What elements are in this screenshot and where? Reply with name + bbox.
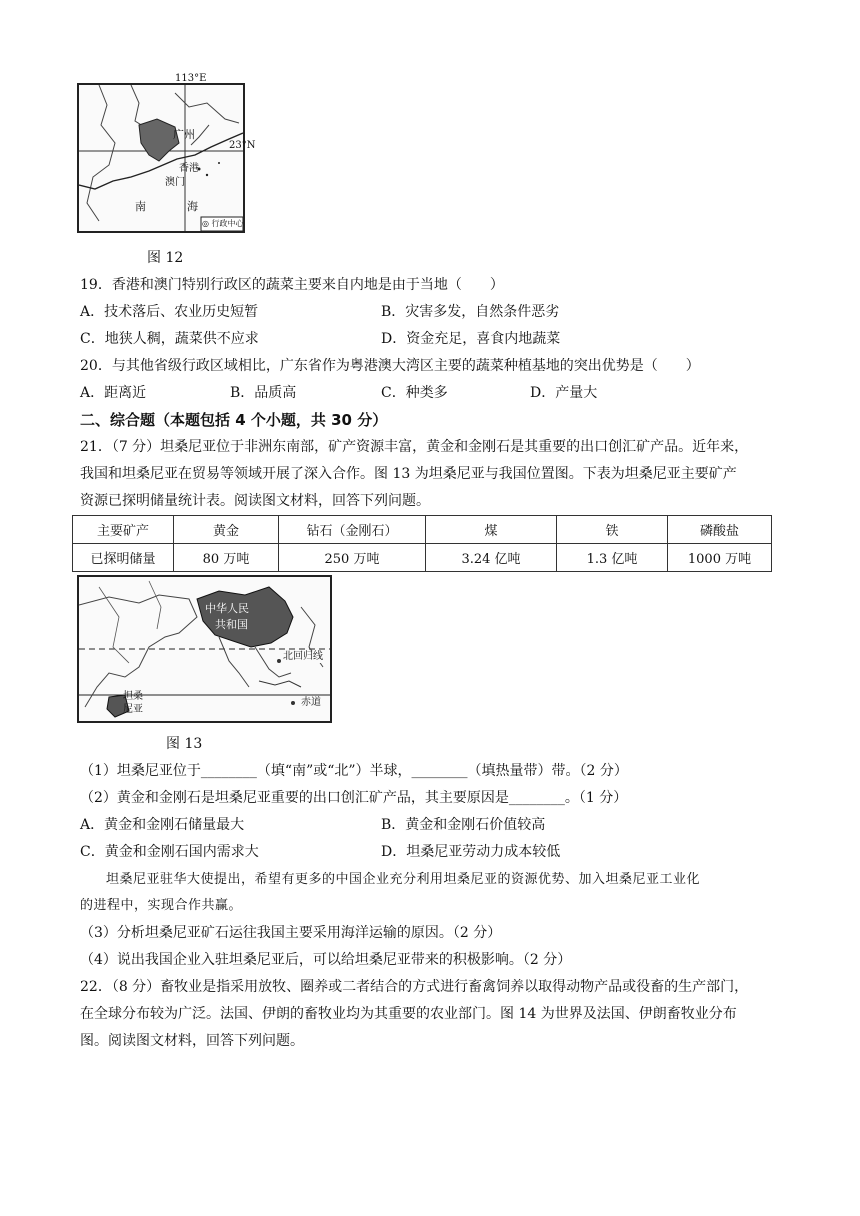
q19-stem: 19．香港和澳门特别行政区的蔬菜主要来自内地是由于当地（ ）	[80, 277, 504, 293]
table-cell: 1000 万吨	[668, 544, 772, 572]
fig12-nan-label: 南	[135, 200, 146, 213]
table-row	[73, 544, 772, 572]
fig12-macau-label: 澳门	[165, 177, 185, 188]
table-cell: 80 万吨	[174, 544, 279, 572]
table-cell: 主要矿产	[73, 516, 174, 544]
q21-sub-3: （3）分析坦桑尼亚矿石运往我国主要采用海洋运输的原因。（2 分）	[80, 925, 502, 941]
q20-option-d: D．产量大	[530, 385, 598, 401]
table-cell: 铁	[557, 516, 668, 544]
q22-intro-line-3: 图。阅读图文材料，回答下列问题。	[80, 1033, 304, 1049]
fig13-equator-label: 赤道	[301, 697, 321, 708]
figure-13-map	[77, 575, 332, 723]
q20-stem: 20．与其他省级行政区域相比，广东省作为粤港澳大湾区主要的蔬菜种植基地的突出优势是（ ）	[80, 358, 700, 374]
q22-intro-line-1: 22．（8 分）畜牧业是指采用放牧、圈养或二者结合的方式进行畜禽饲养以取得动物产品或役畜的生产部门，	[80, 979, 749, 995]
table-cell: 已探明储量	[73, 544, 174, 572]
fig13-tanzania-label-1: 坦桑	[123, 691, 143, 702]
fig12-lat-label: 23°N	[229, 140, 256, 151]
fig12-guangzhou-label: 广州	[173, 128, 195, 141]
fig13-china-label-1: 中华人民	[205, 602, 249, 615]
table-cell: 黄金	[174, 516, 279, 544]
q21-sub-2-option-b: B．黄金和金刚石价值较高	[381, 817, 546, 833]
q21-intro-line-1: 21．（7 分）坦桑尼亚位于非洲东南部，矿产资源丰富，黄金和金刚石是其重要的出口创汇矿产品。近年来，	[80, 439, 749, 455]
fig13-tropic-label: 北回归线	[283, 651, 323, 662]
q19-option-c: C．地狭人稠，蔬菜供不应求	[80, 331, 259, 347]
table-cell: 磷酸盐	[668, 516, 772, 544]
q20-option-b: B．品质高	[230, 385, 297, 401]
fig13-china-label-2: 共和国	[215, 618, 248, 631]
figure-12-map	[77, 73, 256, 233]
table-cell: 钻石（金刚石）	[279, 516, 426, 544]
q21-intro-line-3: 资源已探明储量统计表。阅读图文材料，回答下列问题。	[80, 493, 430, 509]
q21-sub-1: （1）坦桑尼亚位于________（填“南”或“北”）半球，________（填热量带）带。（2 分）	[80, 763, 628, 779]
q22-intro-line-2: 在全球分布较为广泛。法国、伊朗的畜牧业均为其重要的农业部门。图 14 为世界及法国、伊朗畜牧业分布	[80, 1006, 737, 1022]
table-cell: 煤	[426, 516, 557, 544]
q20-option-c: C．种类多	[381, 385, 448, 401]
fig12-lon-label: 113°E	[175, 73, 207, 84]
fig13-tanzania-label-2: 尼亚	[123, 704, 143, 715]
fig13-caption: 图 13	[166, 736, 203, 752]
q19-option-a: A．技术落后、农业历史短暂	[80, 304, 259, 320]
q21-intro-line-2: 我国和坦桑尼亚在贸易等领域开展了深入合作。图 13 为坦桑尼亚与我国位置图。下表为坦桑尼亚主要矿产	[80, 466, 737, 482]
table-header-row	[73, 516, 772, 544]
q21-sub-2-option-a: A．黄金和金刚石储量最大	[80, 817, 245, 833]
q21-quote-line-2: 的进程中，实现合作共赢。	[80, 898, 243, 913]
q19-option-d: D．资金充足，喜食内地蔬菜	[381, 331, 561, 347]
figure-12-map-drawing	[79, 85, 243, 231]
table-cell: 3.24 亿吨	[426, 544, 557, 572]
q21-sub-4: （4）说出我国企业入驻坦桑尼亚后，可以给坦桑尼亚带来的积极影响。（2 分）	[80, 952, 572, 968]
q19-option-b: B．灾害多发，自然条件恶劣	[381, 304, 560, 320]
q20-option-a: A．距离近	[80, 385, 147, 401]
fig12-hai-label: 海	[187, 200, 198, 213]
fig12-hongkong-label: 香港	[179, 163, 199, 174]
q21-quote-line-1: 坦桑尼亚驻华大使提出，希望有更多的中国企业充分利用坦桑尼亚的资源优势、加入坦桑尼亚工业化	[106, 872, 701, 887]
mineral-reserves-table	[72, 515, 772, 572]
figure-13-map-drawing	[79, 577, 330, 721]
q21-sub-2-option-d: D．坦桑尼亚劳动力成本较低	[381, 844, 561, 860]
table-cell: 1.3 亿吨	[557, 544, 668, 572]
fig12-caption: 图 12	[147, 250, 184, 266]
section-2-title: 二、综合题（本题包括 4 个小题，共 30 分）	[80, 411, 388, 429]
fig12-legend-label: ◎ 行政中心	[202, 219, 244, 228]
table-cell: 250 万吨	[279, 544, 426, 572]
q21-sub-2: （2）黄金和金刚石是坦桑尼亚重要的出口创汇矿产品，其主要原因是________。（1 分）	[80, 790, 628, 806]
q21-sub-2-option-c: C．黄金和金刚石国内需求大	[80, 844, 259, 860]
